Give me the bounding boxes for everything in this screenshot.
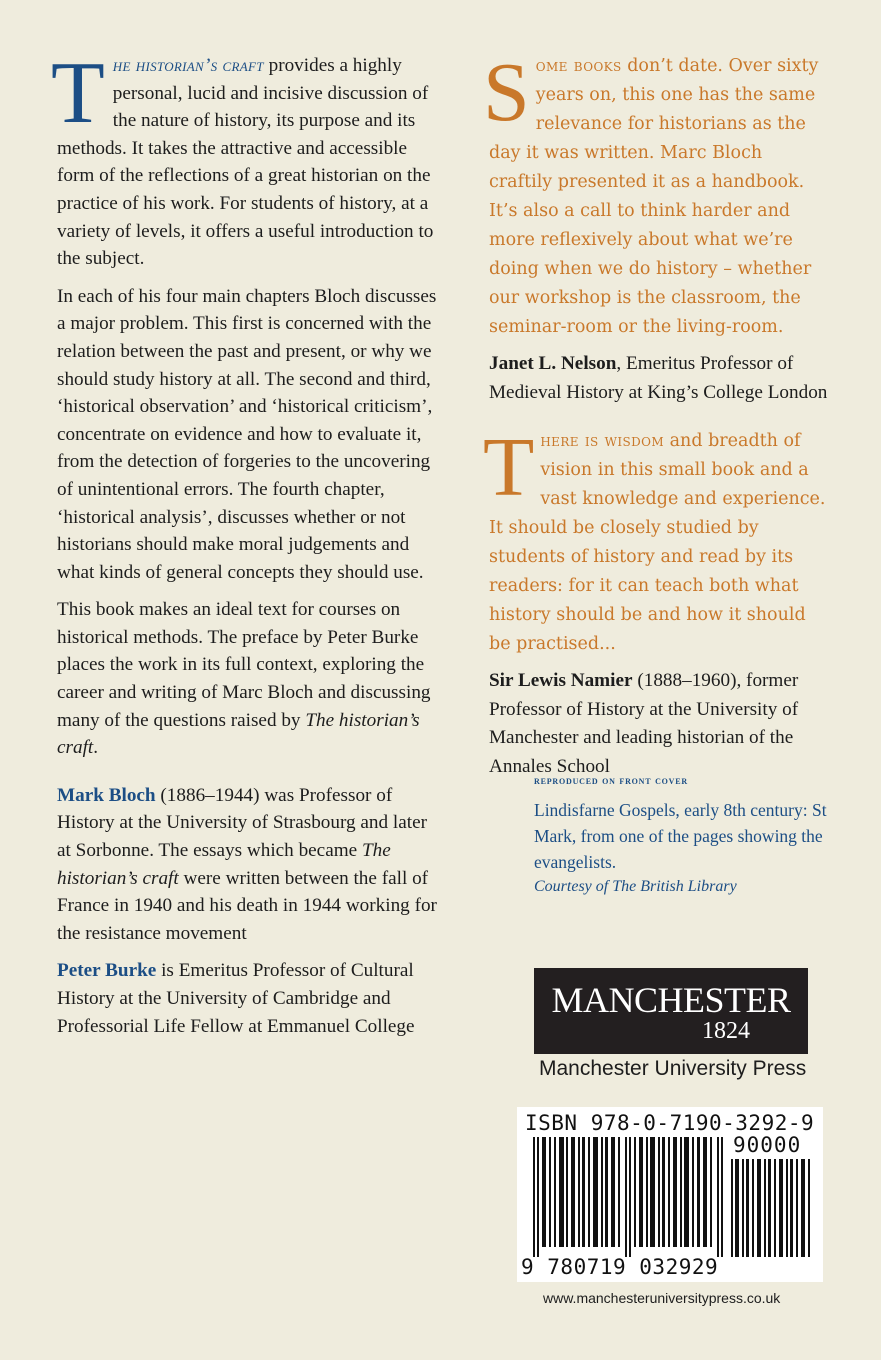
attribution-namier xyxy=(489,667,829,781)
attribution-nelson xyxy=(489,350,829,407)
book-title-smallcaps: he historian’s craft xyxy=(112,55,264,76)
bloch-bio-text2: were written between the fall of France in 1940 and his death in 1944 working for the resistance movement xyxy=(57,867,437,944)
barcode xyxy=(517,1107,823,1282)
cover-credit xyxy=(534,775,834,899)
ideal-text-paragraph xyxy=(57,596,437,762)
chapters-paragraph: In each of his four main chapters Bloch discusses a major problem. This first is concerned with the relation between the past and present, or why we should study history at all. The second and third, ‘historical observation’ and ‘historical criticism’, concentrate on evidence and how to evaluate it, from the detection of forgeries to the uncovering of unintentional errors. The fourth chapter, ‘historical analysis’, discusses whether or not historians should make moral judgements and what kinds of general concepts they should use. xyxy=(57,285,437,583)
quote-smallcaps: here is wisdom xyxy=(540,431,665,451)
burke-name: Peter Burke xyxy=(57,960,157,982)
ean-digits: 9 780719 032929 xyxy=(521,1255,719,1279)
drop-cap: T xyxy=(51,45,105,142)
quotes-column xyxy=(483,46,829,801)
cover-credit-heading: reproduced on front cover xyxy=(534,775,688,787)
publisher-name: Manchester University Press xyxy=(539,1057,807,1080)
barcode-bars xyxy=(533,1137,725,1257)
quote-nelson xyxy=(483,46,829,342)
intro-paragraph xyxy=(51,45,437,273)
cover-credit-courtesy: Courtesy of The British Library xyxy=(534,878,737,895)
blurb-column xyxy=(51,45,437,1050)
drop-cap: S xyxy=(483,46,530,139)
cover-credit-text: Lindisfarne Gospels, early 8th century: St Mark, from one of the pages showing the evangelists. xyxy=(534,800,827,872)
quote-text: don’t date. Over sixty years on, this one has the same relevance for historians as the day it was written. Marc Bloch craftily presented it as a handbook. It’s also a call to think harder and more reflexively about what we’re doing when we do history – whether our workshop is the classroom, the seminar-room or the living-room. xyxy=(489,56,819,337)
burke-bio-text: is Emeritus Professor of Cultural History at the University of Cambridge and Professorial Life Fellow at Emmanuel College xyxy=(57,960,415,1037)
quote-namier xyxy=(483,421,829,659)
logo-name: MANCHESTER xyxy=(551,980,791,1020)
attribution-text: (1888–1960), former Professor of History at the University of Manchester and leading historian of the Annales School xyxy=(489,670,799,777)
bloch-bio-text: (1886–1944) was Professor of History at the University of Strasbourg and later at Sorbonne. The essays which became xyxy=(57,784,427,862)
quote-smallcaps: ome books xyxy=(535,56,622,76)
burke-bio xyxy=(57,957,437,1040)
bloch-bio xyxy=(57,782,437,948)
ideal-text: This book makes an ideal text for courses on historical methods. The preface by Peter Burke places the work in its full context, exploring the career and writing of Marc Bloch and discussing many of the questions raised by xyxy=(57,599,431,731)
isbn-text: ISBN 978-0-7190-3292-9 xyxy=(525,1111,815,1135)
ideal-title: The historian’s craft xyxy=(57,709,420,759)
intro-text: provides a highly personal, lucid and incisive discussion of the nature of history, its purpose and its methods. It takes the attractive and accessible form of the reflections of a great historian on the practice of his work. For students of history, at a variety of levels, it offers a useful introduction to the subject. xyxy=(57,55,434,270)
bloch-name: Mark Bloch xyxy=(57,784,156,806)
publisher-url[interactable]: www.manchesteruniversitypress.co.uk xyxy=(543,1290,781,1306)
supplement-bars xyxy=(731,1159,813,1257)
ideal-end: . xyxy=(93,737,99,759)
bloch-title: The historian’s craft xyxy=(57,840,391,889)
publisher-logo xyxy=(534,968,808,1054)
quote-text: and breadth of vision in this small book and a vast knowledge and experience. It should be closely studied by students of history and read by its readers: for it can teach both what history should be and how it should be practised... xyxy=(489,431,826,654)
attribution-name: Janet L. Nelson xyxy=(489,353,617,374)
attribution-name: Sir Lewis Namier xyxy=(489,670,633,691)
attribution-text: , Emeritus Professor of Medieval History at King’s College London xyxy=(489,353,828,403)
drop-cap: T xyxy=(483,421,535,514)
logo-year: 1824 xyxy=(702,1018,750,1044)
supplement-code: 90000 xyxy=(733,1133,802,1157)
